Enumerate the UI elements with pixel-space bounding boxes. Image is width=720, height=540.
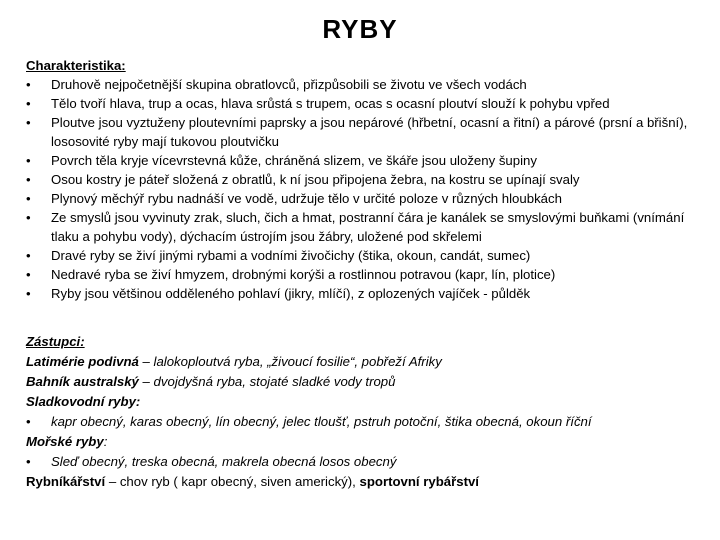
bahnik-name: Bahník australský [26, 374, 139, 389]
marine-heading-line [26, 432, 694, 452]
marine-heading-colon: : [103, 434, 108, 449]
representatives-heading: Zástupci: [26, 334, 85, 349]
farming-line [26, 472, 694, 492]
list-item [26, 94, 694, 113]
list-item [26, 265, 694, 284]
farming-desc: – chov ryb ( kapr obecný, siven americký), [105, 474, 360, 489]
list-item [26, 189, 694, 208]
list-item-text: Druhově nejpočetnější skupina obratlovců, přizpůsobili se životu ve všech vodách [51, 77, 527, 92]
page-title: RYBY [322, 14, 398, 44]
list-item-text: Dravé ryby se živí jinými rybami a vodními živočichy (štika, okoun, candát, sumec) [51, 248, 531, 263]
characteristics-section [26, 56, 694, 303]
freshwater-list: kapr obecný, karas obecný, lín obecný, jelec tloušť, pstruh potoční, štika obecná, okoun říční [51, 414, 592, 429]
bullet-icon: • [26, 172, 31, 187]
freshwater-heading: Sladkovodní ryby: [26, 394, 141, 409]
latimerie-line [26, 352, 694, 372]
list-item [26, 246, 694, 265]
list-item [26, 208, 694, 246]
bullet-icon: • [26, 267, 31, 282]
representatives-heading-line [26, 332, 694, 352]
bahnik-desc: – dvojdyšná ryba, stojaté sladké vody tropů [138, 374, 396, 389]
bullet-icon: • [26, 286, 31, 301]
characteristics-list [26, 75, 694, 303]
list-item [26, 170, 694, 189]
marine-list: Sleď obecný, treska obecná, makrela obecná losos obecný [51, 454, 397, 469]
bullet-icon: • [26, 454, 31, 469]
bullet-icon: • [26, 191, 31, 206]
list-item-text: Povrch těla kryje vícevrstevná kůže, chráněná slizem, ve škáře jsou uloženy šupiny [51, 153, 537, 168]
list-item-text: Ze smyslů jsou vyvinuty zrak, sluch, čich a hmat, postranní čára je kanálek se smyslovými buňkami (vnímání tlaku a pohybu vody), dýchacím ústrojím jsou žábry, uložené pod skřelemi [51, 210, 685, 244]
list-item-text: Ploutve jsou vyztuženy ploutevními paprsky a jsou nepárové (hřbetní, ocasní a řitní) a párové (prsní a břišní), lososovité ryby mají tukovou ploutvičku [51, 115, 688, 149]
list-item [26, 75, 694, 94]
list-item [26, 113, 694, 151]
list-item-text: Tělo tvoří hlava, trup a ocas, hlava srůstá s trupem, ocas s ocasní ploutví slouží k pohybu vpřed [51, 96, 610, 111]
bahnik-line [26, 372, 694, 392]
marine-heading: Mořské ryby [26, 434, 104, 449]
list-item-text: Plynový měchýř rybu nadnáší ve vodě, udržuje tělo v určité poloze v různých hloubkách [51, 191, 562, 206]
characteristics-heading: Charakteristika: [26, 58, 126, 73]
marine-item [26, 452, 694, 472]
bullet-icon: • [26, 115, 31, 130]
list-item [26, 151, 694, 170]
bullet-icon: • [26, 210, 31, 225]
bullet-icon: • [26, 248, 31, 263]
representatives-section [26, 332, 694, 492]
freshwater-item [26, 412, 694, 432]
latimerie-name: Latimérie podivná [26, 354, 139, 369]
list-item [26, 284, 694, 303]
farming-term: Rybníkářství [26, 474, 106, 489]
list-item-text: Osou kostry je páteř složená z obratlů, k ní jsou připojena žebra, na kostru se upínají svaly [51, 172, 580, 187]
list-item-text: Nedravé ryba se živí hmyzem, drobnými korýši a rostlinnou potravou (kapr, lín, plotice) [51, 267, 556, 282]
freshwater-heading-line [26, 392, 694, 412]
bullet-icon: • [26, 153, 31, 168]
latimerie-desc: – lalokoploutvá ryba, „živoucí fosilie“, pobřeží Afriky [138, 354, 442, 369]
sport-term: sportovní rybářství [359, 474, 479, 489]
list-item-text: Ryby jsou většinou odděleného pohlaví (jikry, mlíčí), z oplozených vajíček - půlděk [51, 286, 531, 301]
bullet-icon: • [26, 96, 31, 111]
bullet-icon: • [26, 414, 31, 429]
bullet-icon: • [26, 77, 31, 92]
